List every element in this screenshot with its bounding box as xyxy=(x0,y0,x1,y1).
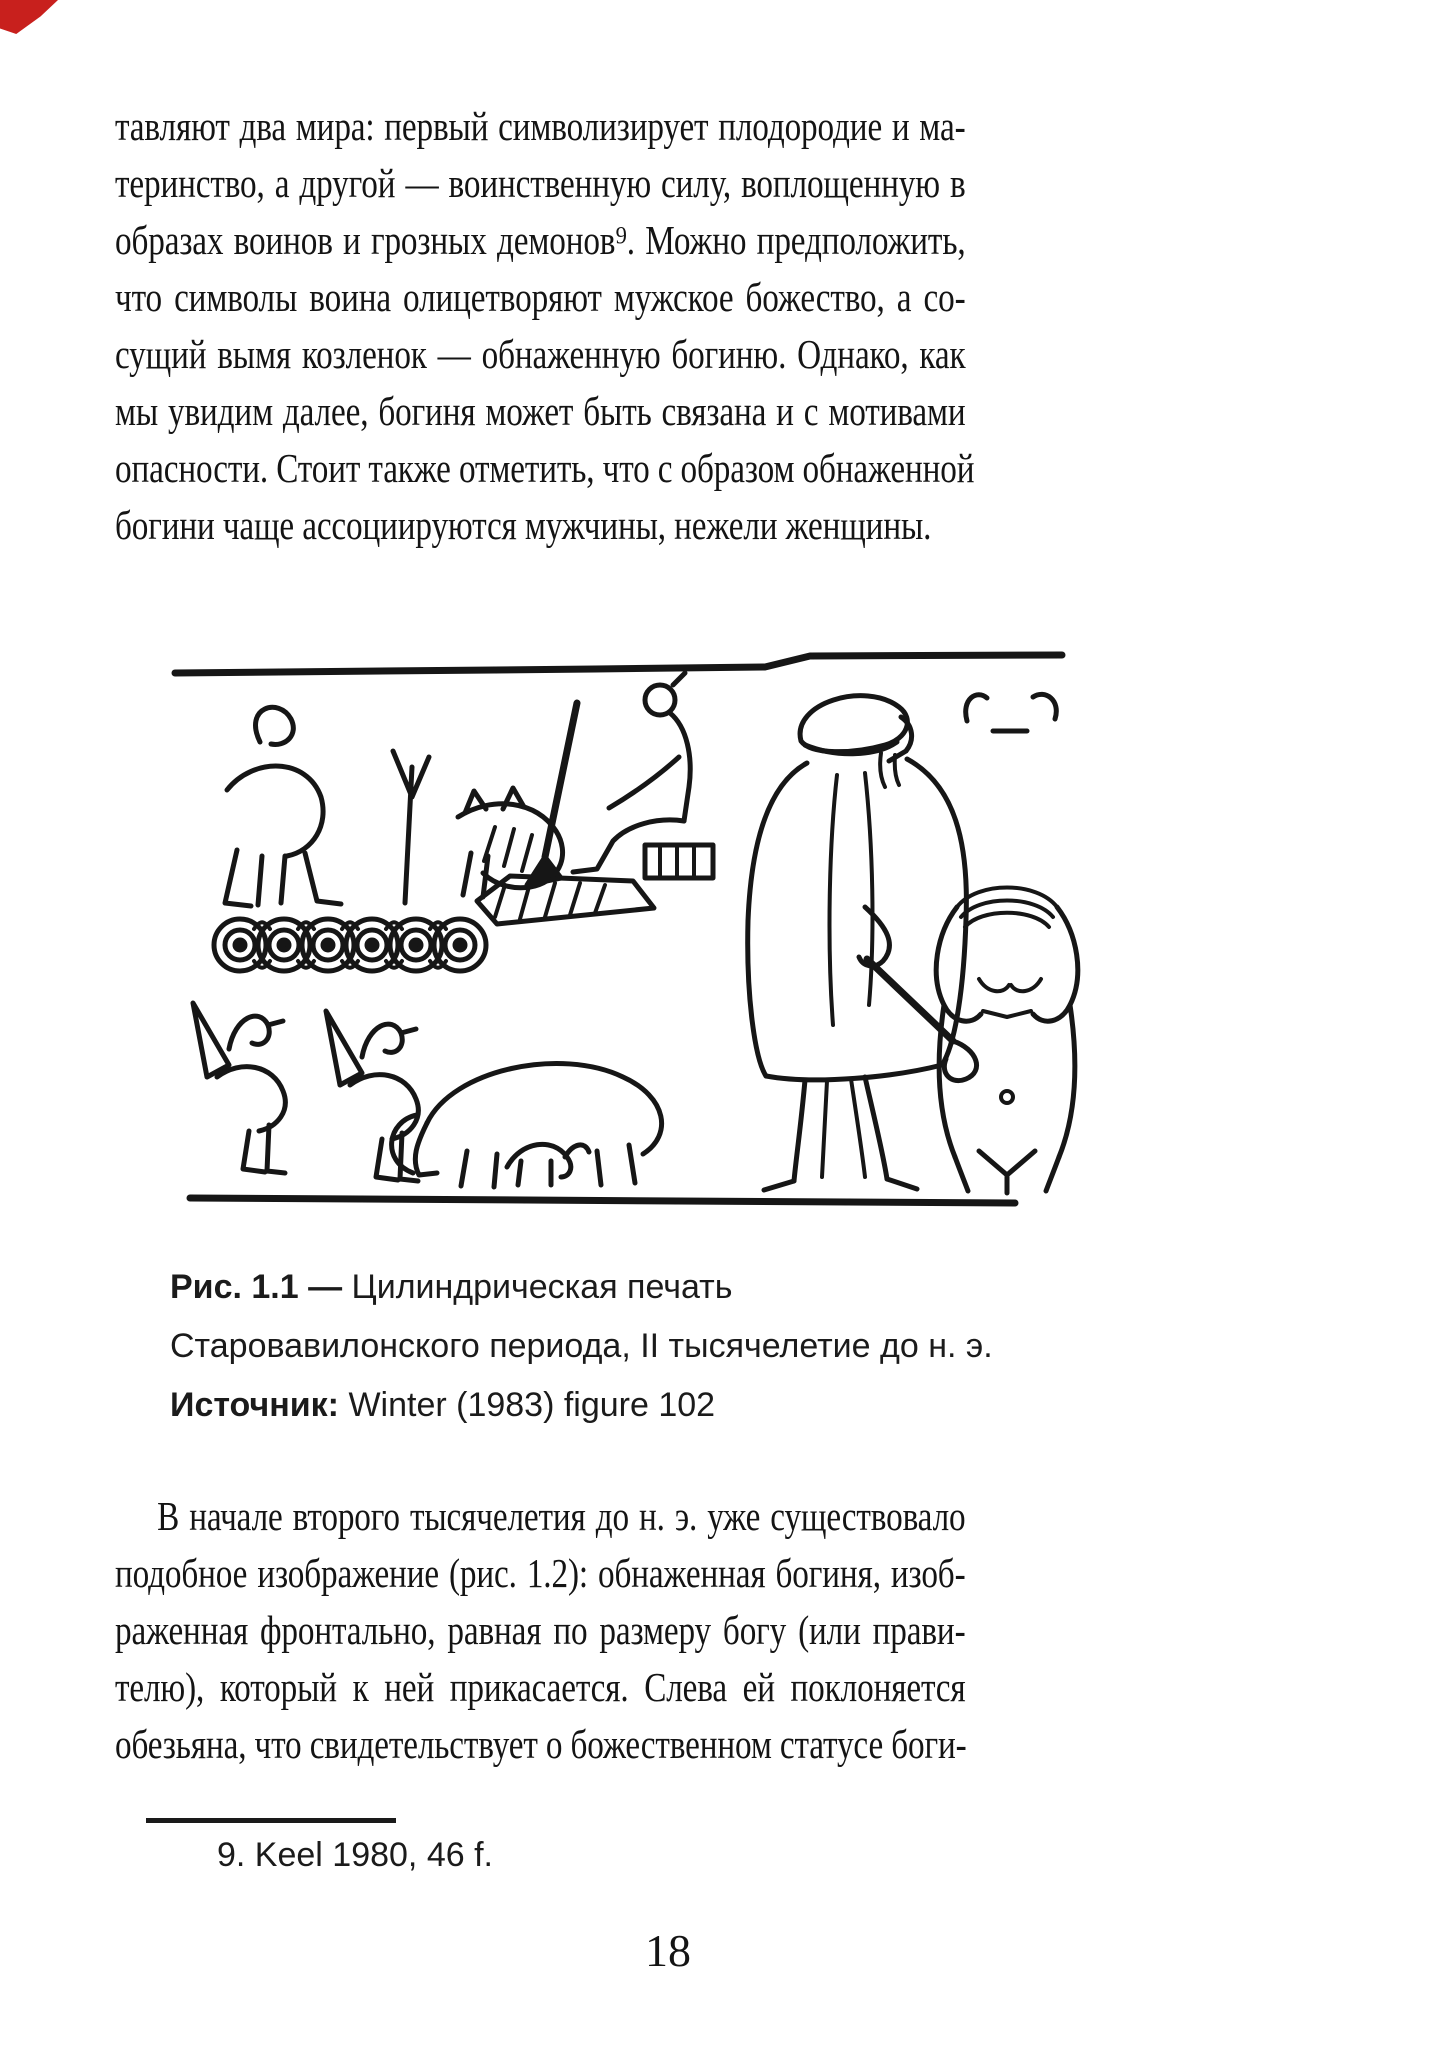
body-text-line: мы увидим далее, богиня может быть связана и с мотивами xyxy=(115,388,966,434)
figure-source-line xyxy=(170,1376,993,1435)
scan-corner-mark xyxy=(0,0,58,34)
bird-figure xyxy=(193,1003,285,1173)
figure-1-1-cylinder-seal-illustration xyxy=(165,645,1085,1220)
figure-caption xyxy=(170,1258,993,1435)
figure-caption-line: Старовавилонского периода, II тысячелетие до н. э. xyxy=(170,1327,993,1365)
goddess-figure xyxy=(936,694,1078,1193)
body-text-line: В начале второго тысячелетия до н. э. уже существовало xyxy=(157,1493,966,1539)
source-label: Источник: xyxy=(170,1386,339,1424)
seal-border-top-line xyxy=(175,655,1062,673)
body-text-line: обезьяна, что свидетельствует о божественном статусе боги- xyxy=(115,1721,967,1767)
body-text-line: что символы воина олицетворяют мужское божество, а со- xyxy=(115,274,966,320)
bird-figure xyxy=(326,1011,418,1181)
figure-caption-line xyxy=(170,1258,993,1317)
body-paragraph-1 xyxy=(115,98,975,554)
monkey-figure xyxy=(225,707,341,906)
source-text: Winter (1983) figure 102 xyxy=(348,1386,716,1424)
page-number: 18 xyxy=(645,1925,691,1976)
body-text-line: тавляют два мира: первый символизирует плодородие и ма- xyxy=(115,103,966,149)
body-text-line: образах воинов и грозных демонов⁹. Можно предположить, xyxy=(115,217,966,263)
body-text-line: подобное изображение (рис. 1.2): обнаженная богиня, изоб- xyxy=(115,1550,966,1596)
goat-and-kid-figure xyxy=(392,1063,662,1187)
prostrate-figure xyxy=(477,876,654,924)
guilloche-band xyxy=(214,919,486,971)
body-text-line: богини чаще ассоциируются мужчины, нежели женщины. xyxy=(115,502,932,548)
figure-label: Рис. 1.1 — xyxy=(170,1268,343,1306)
body-paragraph-2 xyxy=(115,1488,966,1773)
body-text-line: теринство, а другой — воинственную силу, воплощенную в xyxy=(115,160,966,206)
footnote-text: 9. Keel 1980, 46 f. xyxy=(217,1836,493,1874)
plant-figure xyxy=(393,751,429,903)
footnote-separator-rule xyxy=(146,1818,396,1823)
body-text-line: сущий вымя козленок — обнаженную богиню. Однако, как xyxy=(115,331,966,377)
seated-spearman-figure xyxy=(527,673,713,885)
seal-border-bottom-line xyxy=(190,1198,1015,1203)
body-text-line: опасности. Стоит также отметить, что с образом обнаженной xyxy=(115,445,975,491)
body-text-line: раженная фронтально, равная по размеру богу (или прави- xyxy=(115,1607,966,1653)
figure-title: Цилиндрическая печать xyxy=(351,1268,733,1306)
body-text-line: телю), который к ней прикасается. Слева ей поклоняется xyxy=(115,1664,966,1710)
